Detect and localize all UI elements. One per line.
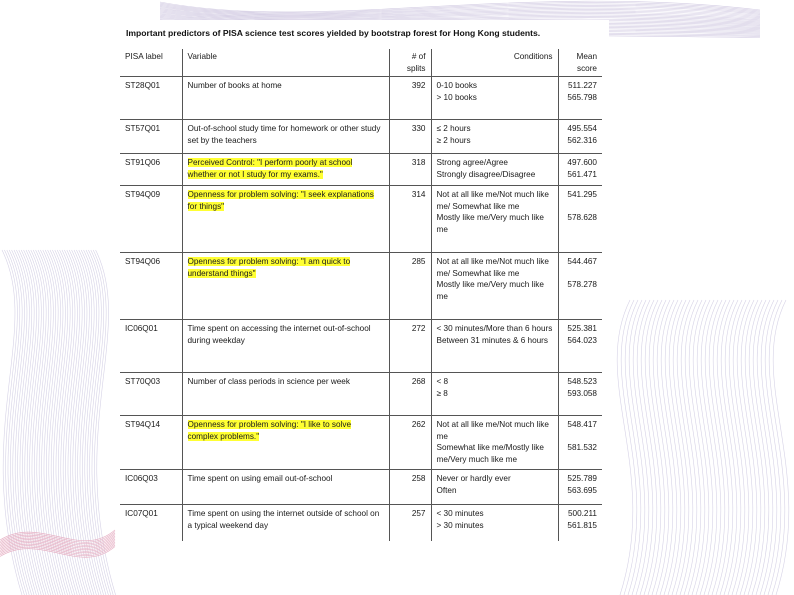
- mean-score-value: 548.417: [567, 420, 597, 429]
- condition-text: Mostly like me/Very much like me: [436, 213, 544, 234]
- conditions-cell: [431, 505, 558, 541]
- variable-text: Time spent on using email out-of-school: [187, 474, 333, 483]
- mean-score-cell: [558, 154, 602, 186]
- variable-cell: [182, 416, 389, 470]
- mean-score-value: 511.227: [568, 81, 597, 90]
- condition-text: Not at all like me/Not much like me/ Somewhat like me: [436, 257, 549, 278]
- splits-cell: 314: [389, 186, 431, 253]
- wave-lines-right: [617, 300, 789, 595]
- condition-text: < 30 minutes/More than 6 hours: [436, 324, 553, 333]
- conditions-cell: [431, 154, 558, 186]
- header-conditions: Conditions: [431, 49, 558, 77]
- pisa-label-cell: ST57Q01: [120, 120, 182, 154]
- condition-text: Strongly disagree/Disagree: [436, 169, 536, 179]
- splits-cell: 257: [389, 505, 431, 541]
- highlighted-variable-text: Openness for problem solving: "I like to solve complex problems.": [187, 420, 352, 441]
- table-header-row: [120, 49, 602, 77]
- variable-cell: [182, 253, 389, 320]
- condition-text: Often: [436, 485, 457, 495]
- header-splits: # of splits: [389, 49, 431, 77]
- variable-cell: [182, 373, 389, 416]
- condition-text: Mostly like me/Very much like me: [436, 280, 544, 301]
- splits-cell: 285: [389, 253, 431, 320]
- condition-text: Somewhat like me/Mostly like me/Very much like me: [436, 443, 544, 464]
- table-row: [120, 373, 602, 416]
- table-row: [120, 120, 602, 154]
- variable-cell: [182, 186, 389, 253]
- mean-score-value: 544.467: [567, 257, 597, 266]
- condition-text: ≥ 2 hours: [436, 135, 471, 145]
- conditions-cell: [431, 320, 558, 373]
- variable-text: Number of books at home: [187, 81, 282, 90]
- mean-score-cell: [558, 77, 602, 120]
- condition-text: Strong agree/Agree: [436, 158, 508, 167]
- conditions-cell: [431, 253, 558, 320]
- mean-score-cell: [558, 505, 602, 541]
- header-pisa-label: PISA label: [120, 49, 182, 77]
- pisa-label-cell: ST94Q09: [120, 186, 182, 253]
- table-row: [120, 470, 602, 505]
- splits-cell: 268: [389, 373, 431, 416]
- conditions-cell: [431, 373, 558, 416]
- header-variable: Variable: [182, 49, 389, 77]
- pisa-label-cell: IC06Q01: [120, 320, 182, 373]
- table-row: [120, 416, 602, 470]
- mean-score-value: 541.295: [567, 190, 597, 199]
- table-row: [120, 505, 602, 541]
- mean-score-value: 578.278: [567, 279, 597, 289]
- mean-score-value: 562.316: [567, 135, 597, 145]
- table-body: [120, 77, 602, 541]
- variable-cell: [182, 470, 389, 505]
- mean-score-value: 497.600: [567, 158, 597, 167]
- pisa-label-cell: ST94Q14: [120, 416, 182, 470]
- table-title: Important predictors of PISA science test scores yielded by bootstrap forest for Hong Kong students.: [126, 28, 541, 38]
- table-row: [120, 154, 602, 186]
- mean-score-cell: [558, 253, 602, 320]
- table-row: [120, 186, 602, 253]
- pisa-label-cell: ST70Q03: [120, 373, 182, 416]
- splits-cell: 272: [389, 320, 431, 373]
- highlighted-variable-text: Openness for problem solving: "I am quick to understand things": [187, 257, 351, 278]
- variable-text: Number of class periods in science per week: [187, 377, 350, 386]
- mean-score-value: 578.628: [567, 212, 597, 222]
- condition-text: ≤ 2 hours: [436, 124, 471, 133]
- mean-score-value: 495.554: [567, 124, 597, 133]
- mean-score-value: 581.532: [567, 442, 597, 452]
- table-row: [120, 320, 602, 373]
- condition-text: > 10 books: [436, 92, 477, 102]
- variable-cell: [182, 505, 389, 541]
- condition-text: > 30 minutes: [436, 520, 484, 530]
- mean-score-value: 525.789: [567, 474, 597, 483]
- conditions-cell: [431, 120, 558, 154]
- mean-score-value: 563.695: [567, 485, 597, 495]
- variable-text: Out-of-school study time for homework or other study set by the teachers: [187, 124, 381, 145]
- document-page: [116, 20, 609, 570]
- conditions-cell: [431, 470, 558, 505]
- condition-text: Not at all like me/Not much like me/ Somewhat like me: [436, 190, 549, 211]
- splits-cell: 262: [389, 416, 431, 470]
- conditions-cell: [431, 186, 558, 253]
- predictors-table: [120, 49, 602, 541]
- mean-score-value: 593.058: [567, 388, 597, 398]
- variable-text: Time spent on using the internet outside of school on a typical weekend day: [187, 509, 380, 530]
- condition-text: Not at all like me/Not much like me: [436, 420, 549, 441]
- condition-text: Between 31 minutes & 6 hours: [436, 335, 549, 345]
- mean-score-cell: [558, 120, 602, 154]
- mean-score-value: 548.523: [567, 377, 597, 386]
- condition-text: 0-10 books: [436, 81, 478, 90]
- conditions-cell: [431, 77, 558, 120]
- variable-cell: [182, 120, 389, 154]
- pisa-label-cell: ST94Q06: [120, 253, 182, 320]
- mean-score-cell: [558, 373, 602, 416]
- splits-cell: 330: [389, 120, 431, 154]
- header-mean-score: Mean score: [558, 49, 602, 77]
- variable-cell: [182, 77, 389, 120]
- pisa-label-cell: IC07Q01: [125, 509, 158, 518]
- pisa-label-cell: ST28Q01: [120, 77, 182, 120]
- conditions-cell: [431, 416, 558, 470]
- condition-text: < 30 minutes: [436, 509, 484, 518]
- mean-score-cell: [558, 416, 602, 470]
- table-row: [120, 77, 602, 120]
- variable-cell: [182, 154, 389, 186]
- highlighted-variable-text: Openness for problem solving: "I seek explanations for things": [187, 190, 374, 211]
- condition-text: < 8: [436, 377, 449, 386]
- mean-score-value: 564.023: [567, 335, 597, 345]
- mean-score-value: 500.211: [568, 509, 597, 518]
- splits-cell: 392: [389, 77, 431, 120]
- condition-text: ≥ 8: [436, 388, 448, 398]
- mean-score-value: 525.381: [567, 324, 597, 333]
- variable-cell: [182, 320, 389, 373]
- mean-score-value: 561.815: [567, 520, 597, 530]
- mean-score-cell: [558, 470, 602, 505]
- table-row: [120, 253, 602, 320]
- splits-cell: 258: [389, 470, 431, 505]
- mean-score-cell: [558, 186, 602, 253]
- mean-score-cell: [558, 320, 602, 373]
- mean-score-value: 565.798: [567, 92, 597, 102]
- pisa-label-cell: IC06Q03: [120, 470, 182, 505]
- highlighted-variable-text: Perceived Control: "I perform poorly at school whether or not I study for my exams.": [187, 158, 353, 179]
- mean-score-value: 561.471: [567, 169, 597, 179]
- variable-text: Time spent on accessing the internet out-of-school during weekday: [187, 324, 371, 345]
- pisa-label-cell: ST91Q06: [120, 154, 182, 186]
- splits-cell: 318: [389, 154, 431, 186]
- condition-text: Never or hardly ever: [436, 474, 511, 483]
